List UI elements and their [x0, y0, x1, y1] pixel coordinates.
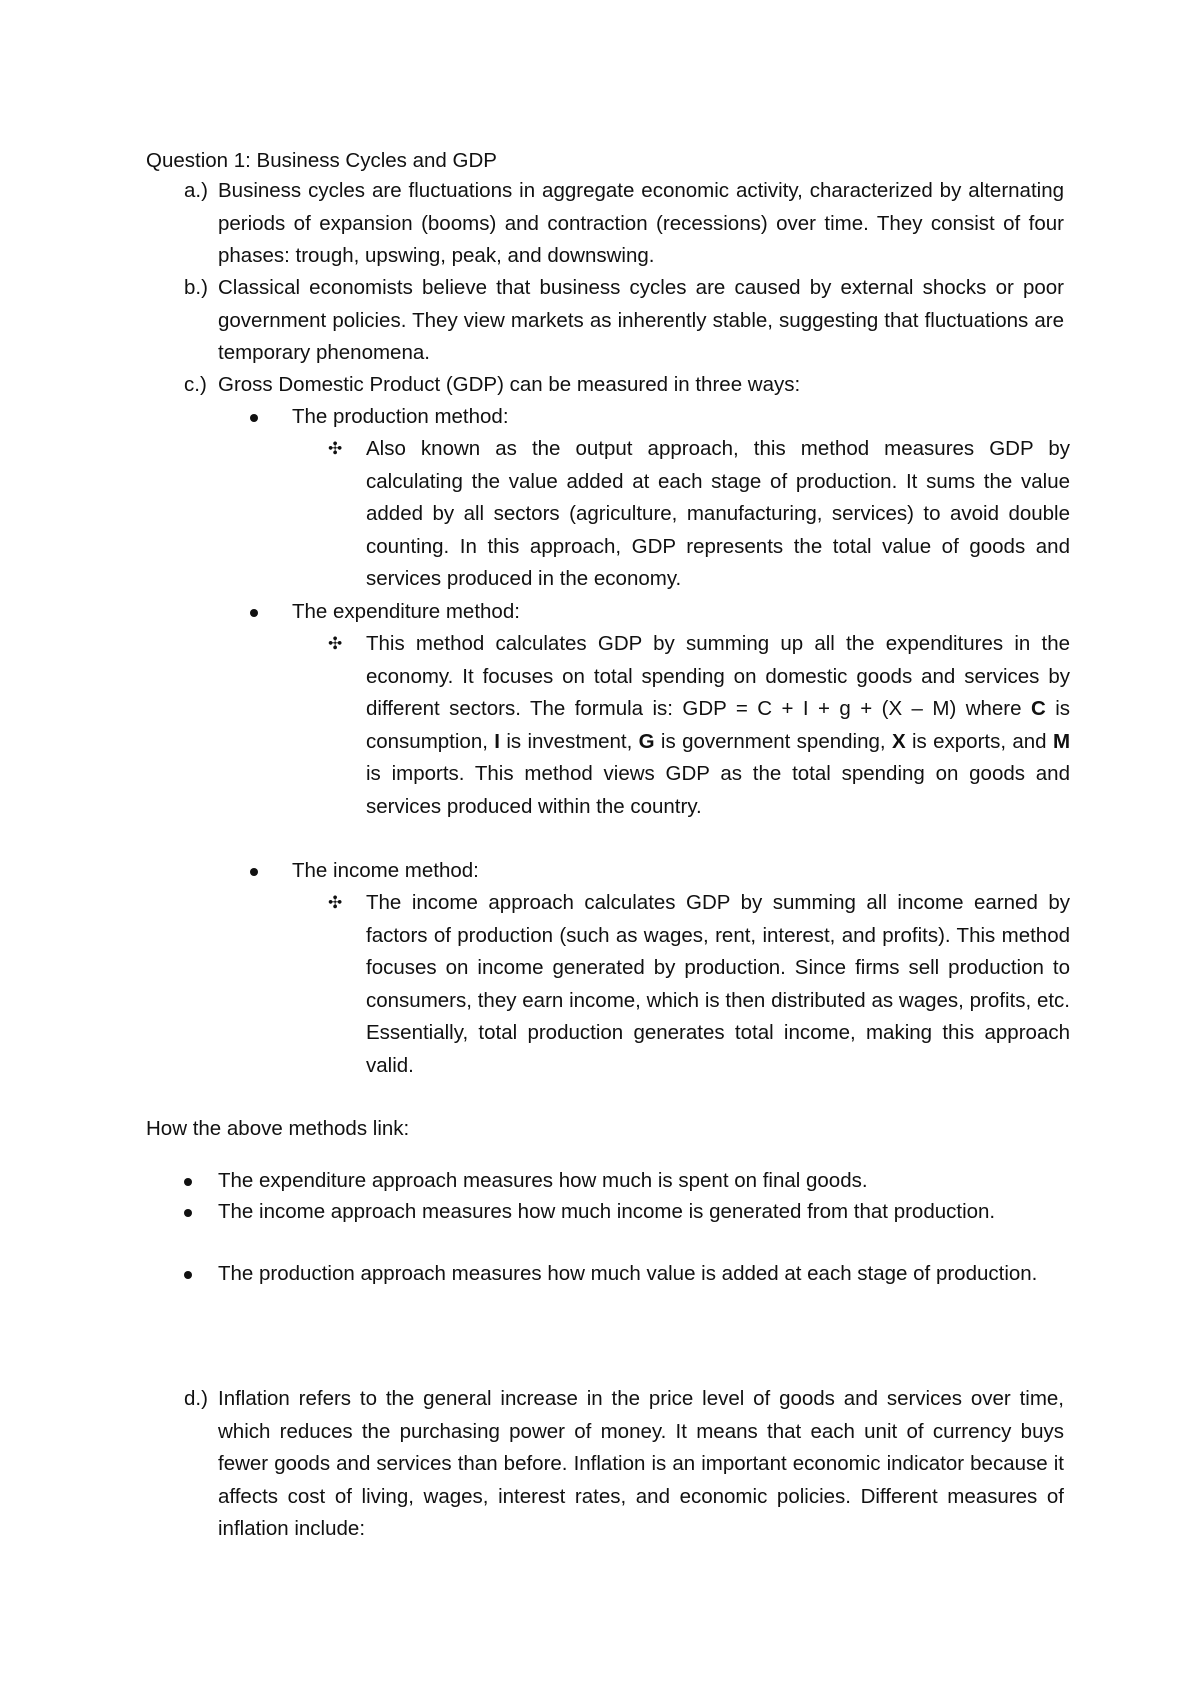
method-label: The expenditure method:: [292, 600, 520, 623]
method-income: [250, 855, 1070, 888]
link-text: The income approach measures how much income is generated from that production.: [218, 1200, 996, 1223]
item-text: Classical economists believe that business cycles are caused by external shocks or poor government policies. They view markets as inherently stable, suggesting that fluctuations are temporary phenomena.: [218, 276, 1064, 364]
link-text: The expenditure approach measures how much is spent on final goods.: [218, 1169, 868, 1192]
link-list-item: [184, 1196, 1064, 1227]
list-item-b: [184, 272, 1064, 370]
list-item-d: [184, 1383, 1064, 1546]
list-item-c: [184, 369, 1064, 402]
method-production: [250, 401, 1070, 434]
method-label: The income method:: [292, 859, 479, 882]
link-list-item: [184, 1258, 1064, 1289]
diamond-bullet-icon: ✣: [328, 893, 343, 912]
item-marker: a.): [184, 179, 208, 202]
bullet-icon: [184, 1271, 192, 1279]
method-expenditure: [250, 596, 1070, 629]
method-text: This method calculates GDP by summing up all the expenditures in the economy. It focuses on total spending on domestic goods and services by different sectors. The formula is: GDP = C + I + g + (X – M) where C is consumption, I is investment, G is government spending, X is exports, and M is imports. This method views GDP as the total spending on goods and services produced within the country.: [366, 632, 1071, 818]
bullet-icon: [250, 609, 258, 617]
item-text: Business cycles are fluctuations in aggregate economic activity, characterized by alternating periods of expansion (booms) and contraction (recessions) over time. They consist of four phases: trough, upswing, peak, and downswing.: [218, 179, 1064, 267]
question-title: Question 1: Business Cycles and GDP: [146, 149, 497, 172]
link-text: The production approach measures how much value is added at each stage of production.: [218, 1262, 1038, 1285]
method-label: The production method:: [292, 405, 509, 428]
item-marker: c.): [184, 373, 207, 396]
method-production-detail: [328, 433, 1070, 596]
method-text: Also known as the output approach, this method measures GDP by calculating the value added at each stage of production. It sums the value added by all sectors (agriculture, manufacturing, services) to avoid double counting. In this approach, GDP represents the total value of goods and services produced in the economy.: [366, 437, 1070, 590]
bullet-icon: [250, 414, 258, 422]
item-marker: b.): [184, 276, 208, 299]
list-item-a: [184, 175, 1064, 273]
bullet-icon: [184, 1178, 192, 1186]
item-text: Inflation refers to the general increase in the price level of goods and services over time, which reduces the purchasing power of money. It means that each unit of currency buys fewer goods and services than before. Inflation is an important economic indicator because it affects cost of living, wages, interest rates, and economic policies. Different measures of inflation include:: [218, 1387, 1064, 1540]
item-marker: d.): [184, 1387, 208, 1410]
diamond-bullet-icon: ✣: [328, 439, 343, 458]
item-text: Gross Domestic Product (GDP) can be measured in three ways:: [218, 373, 801, 396]
method-text: The income approach calculates GDP by summing all income earned by factors of production (such as wages, rent, interest, and profits). This method focuses on income generated by production. Since firms sell production to consumers, they earn income, which is then distributed as wages, profits, etc. Essentially, total production generates total income, making this approach valid.: [366, 891, 1070, 1077]
link-heading: How the above methods link:: [146, 1117, 410, 1140]
method-expenditure-detail: [328, 628, 1070, 823]
diamond-bullet-icon: ✣: [328, 634, 343, 653]
method-income-detail: [328, 887, 1070, 1082]
bullet-icon: [184, 1209, 192, 1217]
bullet-icon: [250, 868, 258, 876]
link-list-item: [184, 1165, 1064, 1196]
